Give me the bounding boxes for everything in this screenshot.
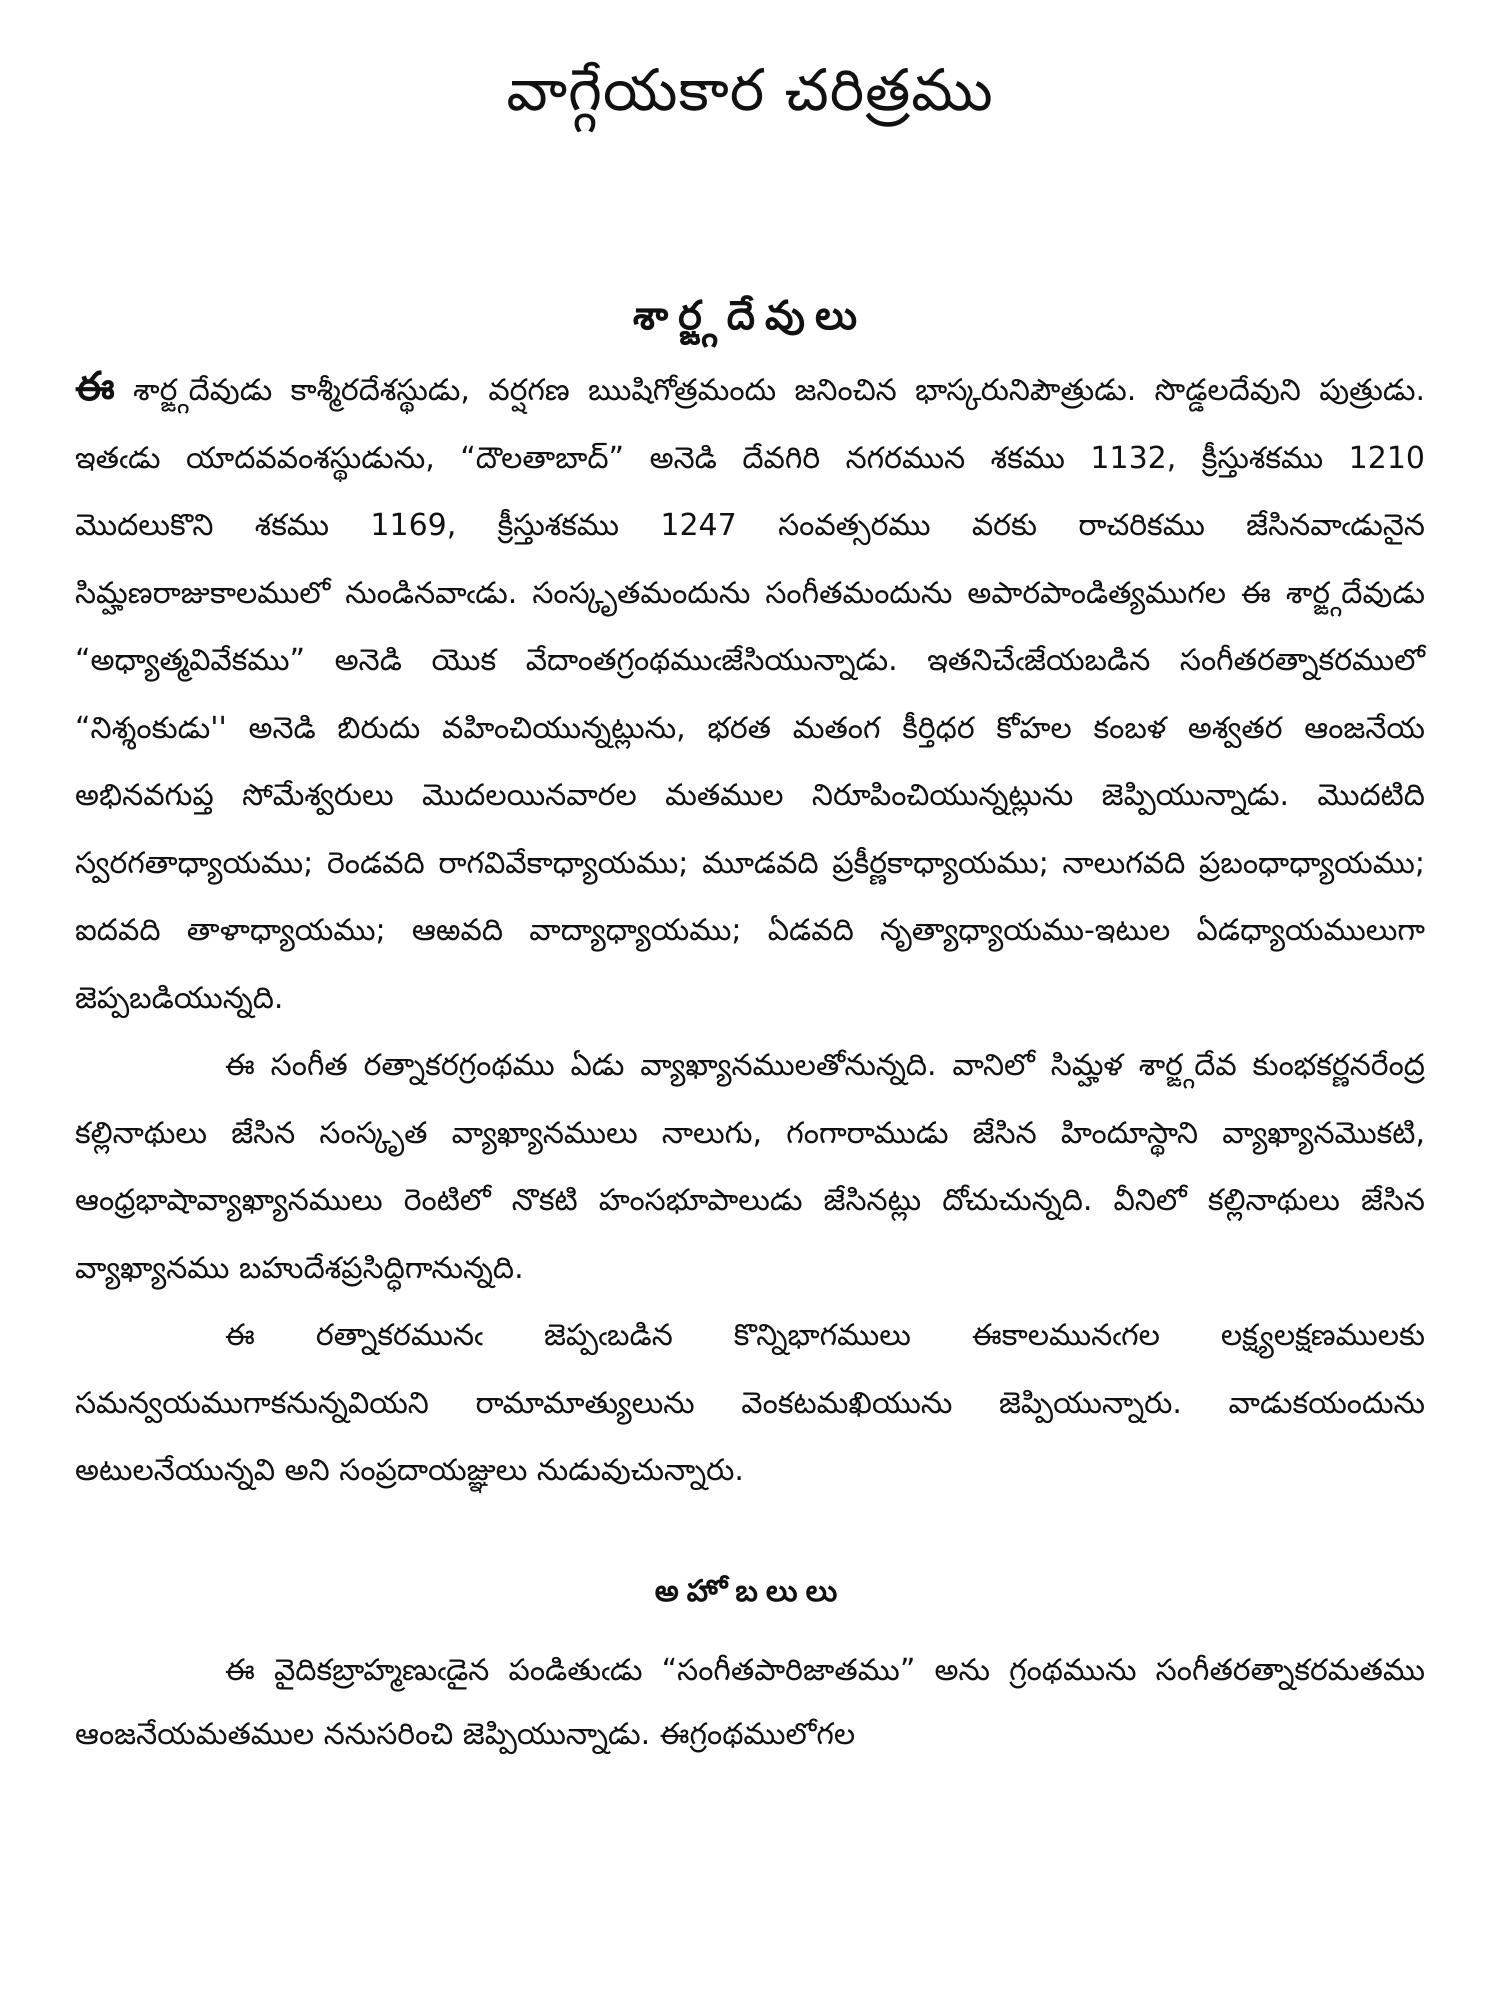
section-ahobala — [75, 1571, 1425, 1767]
section-heading: శార్ఙ్గదేవులు — [632, 293, 868, 339]
paragraph — [75, 1032, 1425, 1302]
paragraph-text: ఈ వైదికబ్రాహ్మణుఁడైన పండితుఁడు “సంగీతపారిజాతము” అను గ్రంథమును సంగీతరత్నాకరమతము ఆంజనేయమతముల ననుసరించి జెప్పియున్నాడు. ఈగ్రంథములోగల — [75, 1652, 1425, 1752]
section-sharngadeva — [75, 288, 1425, 1505]
paragraph-text: ఈ సంగీత రత్నాకరగ్రంథము ఏడు వ్యాఖ్యానములతోనున్నది. వానిలో సిమ్హళ శార్ఙ్గదేవ కుంభకర్ణనరేంద్ర కల్లినాథులు జేసిన సంస్కృత వ్యాఖ్యానములు నాలుగు, గంగారాముడు జేసిన హిందూస్థాని వ్యాఖ్యానమొకటి, ఆంధ్రభాషావ్యాఖ్యానములు రెంటిలో నొకటి హంసభూపాలుడు జేసినట్లు దోచుచున్నది. వీనిలో కల్లినాథులు జేసిన వ్యాఖ్యానము బహుదేశప్రసిద్ధిగానున్నది. — [75, 1048, 1425, 1286]
section-heading: అహోబలులు — [654, 1573, 846, 1609]
paragraph-text: ఈ రత్నాకరమునఁ జెప్పఁబడిన కొన్నిభాగములు ఈకాలమునఁగల లక్ష్యలక్షణములకు సమన్వయముగాకనున్నవియని రామామాత్యులును వెంకటమఖియును జెప్పియున్నారు. వాడుకయందును అటులనేయున్నవి అని సంప్రదాయజ్ఞులు నుడువుచున్నారు. — [75, 1318, 1425, 1488]
page-title: వాగ్గేయకార చరిత్రము — [506, 56, 994, 124]
paragraph-text: శార్ఙ్గదేవుడు కాశ్మీరదేశస్థుడు, వర్షగణ ఋషిగోత్రమందు జనించిన భాస్కరునిపౌత్రుడు. సొడ్డలదేవుని పుత్రుడు. ఇతఁడు యాదవవంశస్థుడును, “దౌలతాబాద్” అనెడి దేవగిరి నగరమున శకము 1132, క్రీస్తుశకము 1210 మొదలుకొని శకము 1169, క్రీస్తుశకము 1247 సంవత్సరము వరకు రాచరికము జేసినవాఁడునైన సిమ్హణరాజుకాలములో నుండినవాఁడు. సంస్కృతమందును సంగీతమందును అపారపాండిత్యముగల ఈ శార్ఙ్గదేవుడు “అధ్యాత్మవివేకము” అనెడి యొక వేదాంతగ్రంథముఁజేసియున్నాడు. ఇతనిచేఁజేయబడిన సంగీతరత్నాకరములో “నిశ్శంకుడు'' అనెడి బిరుదు వహించియున్నట్లును, భరత మతంగ కీర్తిధర కోహల కంబళ అశ్వతర ఆంజనేయ అభినవగుప్త సోమేశ్వరులు మొదలయినవారల మతముల నిరూపించియున్నట్లును జెప్పియున్నాడు. మొదటిది స్వరగతాధ్యాయము; రెండవది రాగవివేకాధ్యాయము; మూడవది ప్రకీర్ణకాధ్యాయము; నాలుగవది ప్రబంధాధ్యాయము; ఐదవది తాళాధ్యాయము; ఆఱవది వాద్యాధ్యాయము; ఏడవది నృత్యాధ్యాయము-ఇటుల ఏడధ్యాయములుగా జెప్పబడియున్నది. — [75, 373, 1425, 1016]
paragraph — [75, 1302, 1425, 1505]
paragraph — [75, 354, 1425, 1032]
paragraph — [75, 1639, 1425, 1767]
drop-cap: ఈ — [75, 364, 115, 410]
